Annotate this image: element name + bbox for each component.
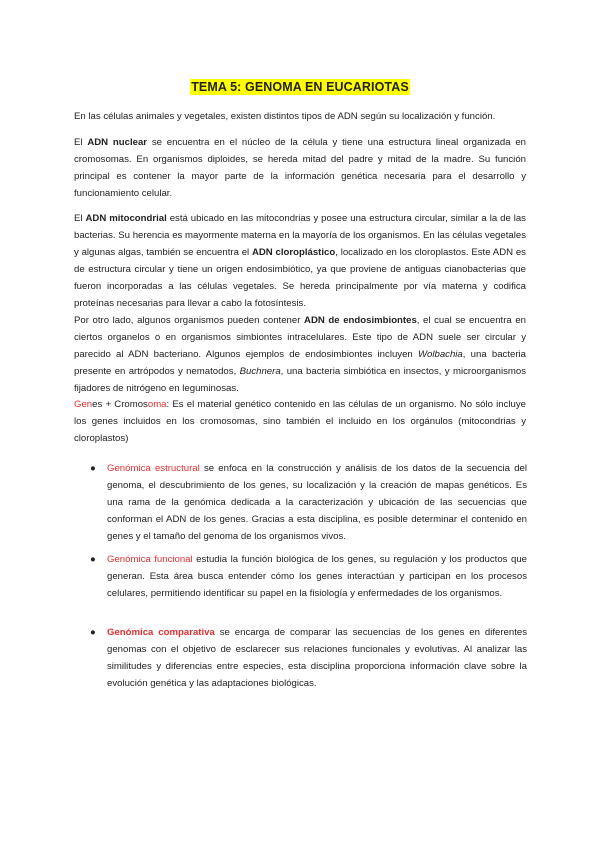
functional-genomics-term: Genómica funcional (107, 554, 193, 565)
mito-pre: El (74, 213, 86, 224)
intro-text: En las células animales y vegetales, existen distintos tipos de ADN según su localización y función. (74, 111, 496, 122)
list-item-functional-genomics (107, 551, 527, 602)
genoma-text: : Es el material genético contenido en las células de un organismo. No sólo incluye los genes incluidos en los cromosomas, sino también el incluido en los orgánulos (mitocondrias y cloroplastos) (74, 399, 526, 444)
comparative-genomics-text: se encarga de comparar las secuencias de los genes en diferentes genomas con el objetivo de esclarecer sus relaciones funcionales y evolutivas. Al analizar las similitudes y diferencias entre especies, esta disciplina proporciona información clave sobre la evolución genética y las adaptaciones biológicas. (107, 627, 528, 689)
genoma-definition-paragraph (74, 396, 526, 447)
endosymbiont-dna-paragraph (74, 312, 526, 397)
endo-text-1: , el cual se encuentra en ciertos organelos o en organismos simbiontes intracelulares. Este tipo de ADN suele ser circular y parecido al ADN bacteriano. Algunos ejemplos de endosimbiontes incluyen (74, 315, 526, 360)
bullet-icon: ● (90, 627, 96, 638)
genoma-gen-red: Gen (74, 399, 93, 410)
genoma-oma-red: oma (147, 399, 167, 410)
structural-genomics-text: se enfoca en la construcción y análisis de los datos de la secuencia del genoma, el descubrimiento de los genes, su localización y la creación de mapas genéticos. Es una rama de la genómica dedicada a la caracterización y ubicación de las secuencias que conforman el ADN de los genes. Gracias a esta disciplina, es posible determinar el contenido en genes y el tamaño del genoma de los organismos vivos. (107, 463, 527, 542)
bullet-icon: ● (90, 463, 96, 474)
endo-pre: Por otro lado, algunos organismos pueden contener (74, 315, 305, 326)
buchnera-term: Buchnera (239, 366, 281, 377)
chloroplast-dna-term: ADN cloroplástico (251, 247, 336, 258)
comparative-genomics-term: Genómica comparativa (107, 627, 215, 638)
bullet-icon: ● (90, 554, 96, 565)
structural-genomics-term: Genómica estructural (107, 463, 200, 474)
genoma-mid: es + Cromos (92, 399, 148, 410)
nuclear-dna-term: ADN nuclear (87, 137, 148, 148)
nuclear-pre: El (74, 137, 88, 148)
endo-text-3: , una bacteria simbiótica en insectos, y microorganismos fijadores de nitrógeno en leguminosas. (74, 366, 526, 394)
mito-text-2: , localizado en los cloroplastos. Este ADN es de estructura circular y tiene un origen endosimbiótico, ya que proviene de antiguas cianobacterias que fueron incorporadas a las células vegetales. Se hereda principalmente por vía materna y codifica proteínas necesarias para llevar a cabo la fotosíntesis. (74, 247, 526, 309)
mitochondrial-dna-paragraph (74, 210, 526, 312)
wolbachia-term: Wolbachia (417, 349, 463, 360)
functional-genomics-text: estudia la función biológica de los genes, su regulación y los productos que generan. Esta área busca entender cómo los genes interactúan y participan en los procesos celulares, permitiendo identificar su papel en la fisiología y enfermedades de los organismos. (107, 554, 527, 599)
list-item-comparative-genomics (107, 624, 527, 692)
nuclear-dna-text: se encuentra en el núcleo de la célula y tiene una estructura lineal organizada en cromosomas. En organismos diploides, se hereda mitad del padre y mitad de la madre. Su función principal es contener la mayor parte de la información genética necesaria para el desarrollo y funcionamiento celular. (74, 137, 527, 199)
intro-paragraph (74, 108, 526, 125)
endo-text-2: , una bacteria presente en artrópodos y nematodos, (74, 349, 526, 377)
endosymbiont-dna-term: ADN de endosimbiontes (304, 315, 417, 326)
page-title-text: TEMA 5: GENOMA EN EUCARIOTAS (191, 80, 409, 94)
mito-text-1: está ubicado en las mitocondrias y posee una estructura circular, similar a la de las bacterias. Su herencia es mayormente materna en la mayoría de los organismos. En las células vegetales y algunas algas, también se encuentra el (74, 213, 526, 258)
mitochondrial-dna-term: ADN mitocondrial (85, 213, 167, 224)
nuclear-dna-paragraph (74, 134, 526, 202)
page-title (0, 78, 600, 96)
list-item-structural-genomics (107, 460, 527, 545)
